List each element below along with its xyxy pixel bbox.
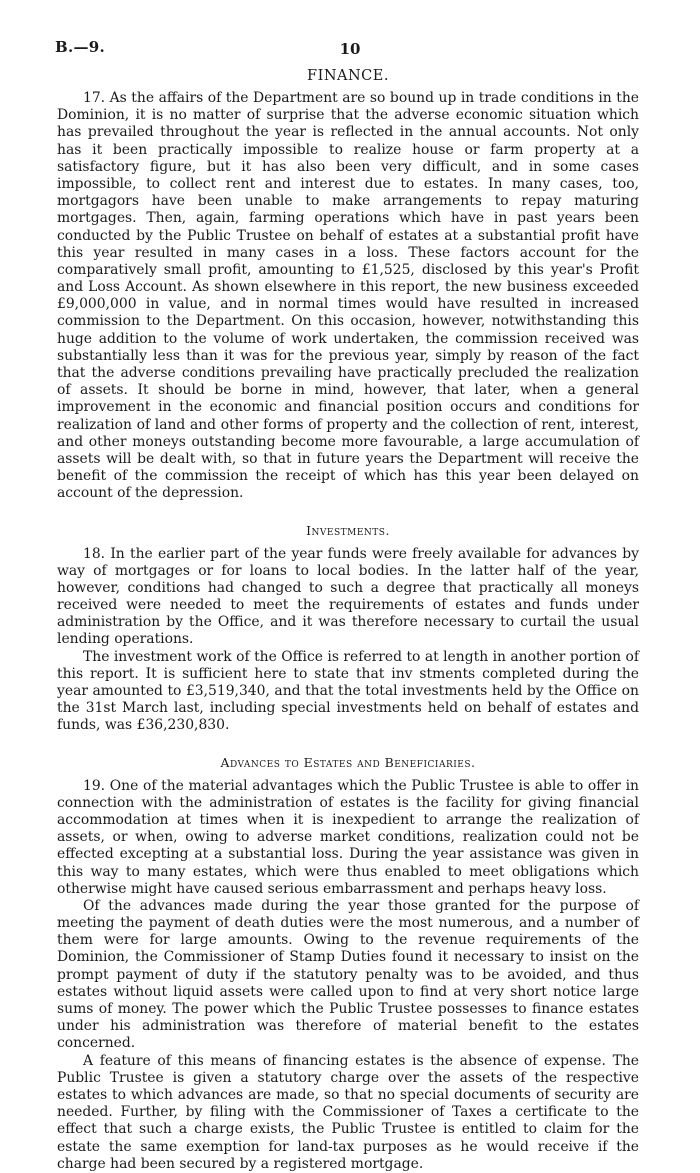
paragraph-19-continued-2: A feature of this means of financing estates is the absence of expense. The Public Trustee is given a statutory charge over the assets of the respective estates to which advances are made, so that no special documents of security are needed. Further, by filing with the Commissioner of Taxes a certificate to the effect that such a charge exists, the Public Trustee is entitled to claim for the estate the same exemption for land-tax purposes as he would receive if the charge had been secured by a registered mortgage. — [57, 1052, 639, 1172]
page-number: 10 — [339, 40, 361, 58]
paragraph-18: 18. In the earlier part of the year funds were freely available for advances by way of mortgages or for loans to local bodies. In the latter half of the year, however, conditions had changed to such a degree that practically all moneys received were needed to meet the requirements of estates and funds under administration by the Office, and it was therefore necessary to curtail the usual lending operations. — [57, 545, 639, 648]
document-reference: B.—9. — [55, 38, 106, 56]
section-finance — [57, 68, 639, 503]
paragraph-19: 19. One of the material advantages which the Public Trustee is able to offer in connection with the administration of estates is the facility for giving financial accommodation at times when it is inexpedient to arrange the realization of assets, or when, owing to adverse market conditions, realization could not be effected excepting at a substantial loss. During the year assistance was given in this way to many estates, which were thus enabled to meet obligations which otherwise might have caused serious embarrassment and perhaps heavy loss. — [57, 777, 639, 897]
section-advances — [57, 755, 639, 1173]
section-investments — [57, 523, 639, 735]
document-body — [57, 68, 639, 1173]
section-heading-finance: FINANCE. — [307, 68, 389, 84]
paragraph-18-continued: The investment work of the Office is referred to at length in another portion of this report. It is sufficient here to state that inv stments completed during the year amounted to £3,519,340, and that the total investments held by the Office on the 31st March last, including special investments held on behalf of estates and funds, was £36,230,830. — [57, 648, 639, 734]
section-heading-advances: Advances to Estates and Beneficiaries. — [220, 754, 476, 770]
paragraph-19-continued-1: Of the advances made during the year those granted for the purpose of meeting the payment of death duties were the most numerous, and a number of them were for large amounts. Owing to the revenue requirements of the Dominion, the Commissioner of Stamp Duties found it necessary to insist on the prompt payment of duty if the statutory penalty was to be avoided, and thus estates without liquid assets were called upon to find at very short notice large sums of money. The power which the Public Trustee possesses to finance estates under his administration was therefore of material benefit to the estates concerned. — [57, 897, 639, 1052]
paragraph-17: 17. As the affairs of the Department are so bound up in trade conditions in the Dominion, it is no matter of surprise that the adverse economic situation which has prevailed throughout the year is reflected in the annual accounts. Not only has it been practically impossible to realize house or farm property at a satisfactory figure, but it has also been very difficult, and in some cases impossible, to collect rent and interest due to estates. In many cases, too, mortgagors have been unable to make arrangements to repay maturing mortgages. Then, again, farming operations which have in past years been conducted by the Public Trustee on behalf of estates at a substantial profit have this year resulted in many cases in a loss. These factors account for the comparatively small profit, amounting to £1,525, disclosed by this year's Profit and Loss Account. As shown elsewhere in this report, the new business exceeded £9,000,000 in value, and in normal times would have resulted in increased commission to the Department. On this occasion, however, notwithstanding this huge addition to the volume of work undertaken, the commission received was substantially less than it was for the previous year, simply by reason of the fact that the adverse conditions prevailing have practically precluded the realization of assets. It should be borne in mind, however, that later, when a general improvement in the economic and financial position occurs and conditions for realization of land and other forms of property and the collection of rent, interest, and other moneys outstanding become more favourable, a large accumulation of assets will be dealt with, so that in future years the Department will receive the benefit of the commission the receipt of which has this year been delayed on account of the depression. — [57, 90, 639, 502]
section-heading-investments: Investments. — [306, 522, 390, 538]
